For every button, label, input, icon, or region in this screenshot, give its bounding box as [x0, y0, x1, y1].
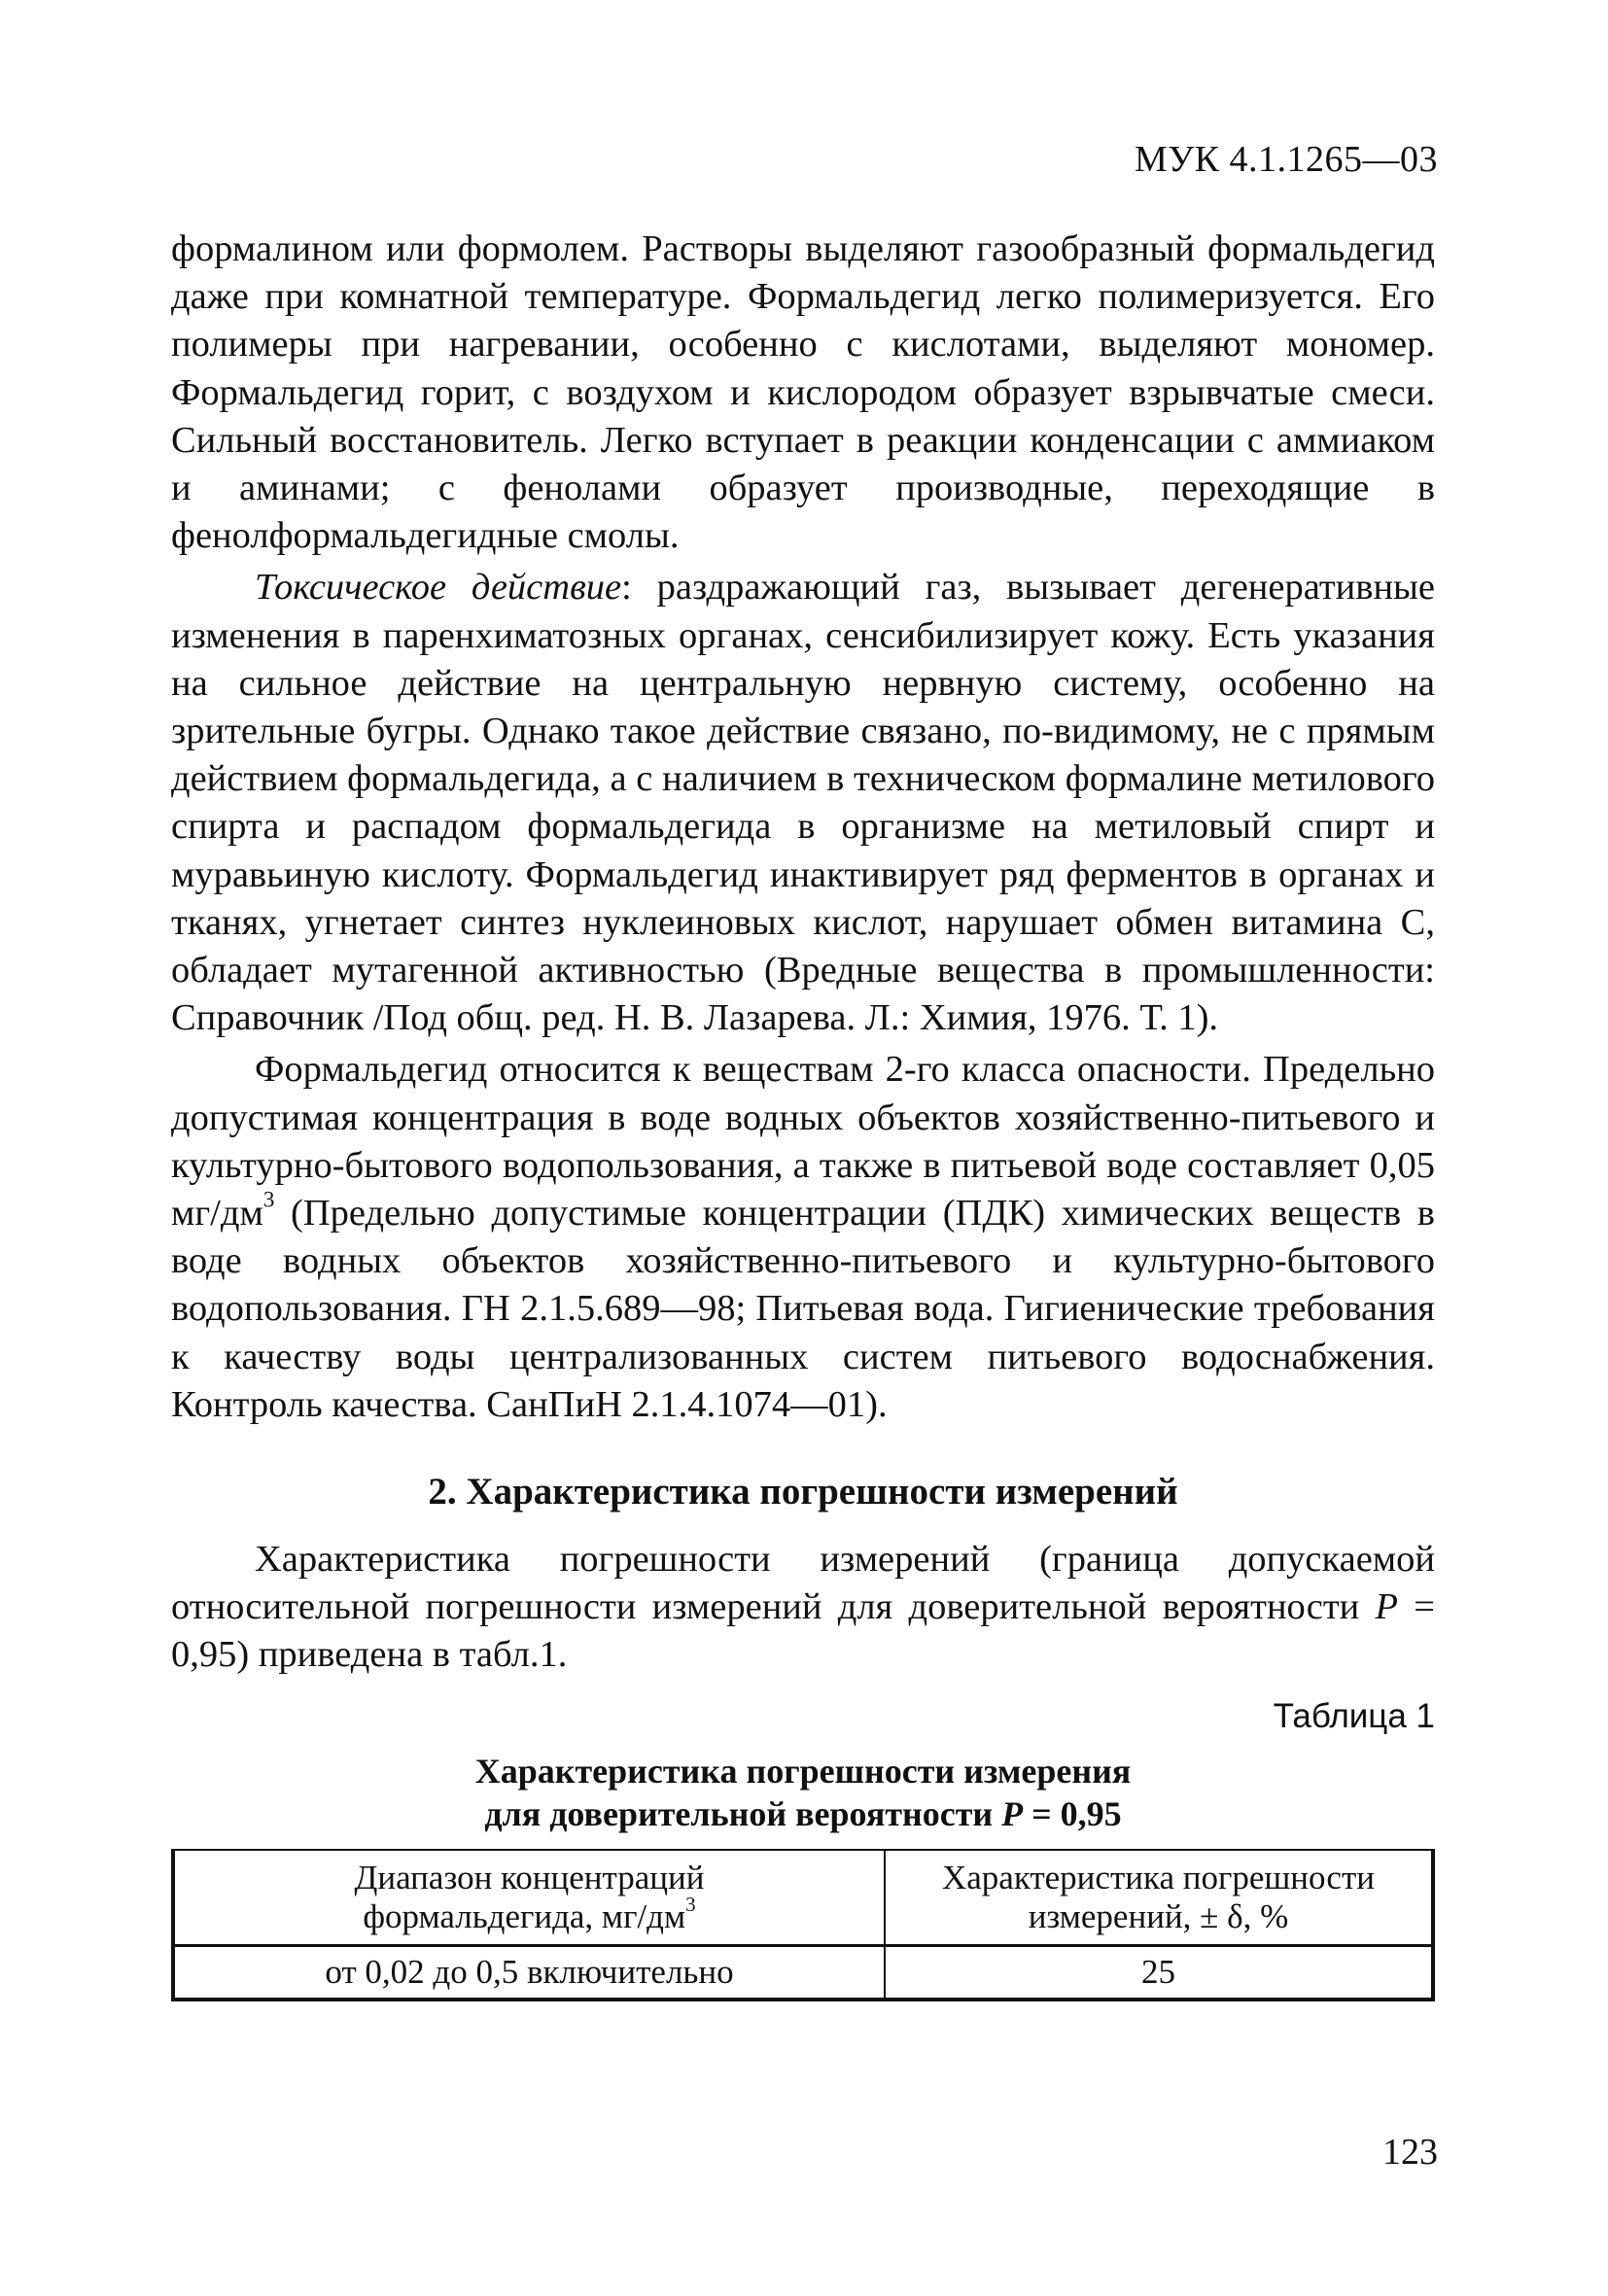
- table-header-concentration-range: [175, 1851, 885, 1946]
- document-code: МУК 4.1.1265—03: [1134, 139, 1438, 180]
- paragraph-hazard-class: [171, 1046, 1435, 1429]
- header-concentration-unit: формальдегида, мг/дм: [363, 1896, 686, 1935]
- error-characteristic-text-a: Характеристика погрешности измерений (граница допускаемой относительной погрешности измерений для доверительной вероятности: [171, 1539, 1435, 1628]
- table-row: [175, 1945, 1431, 1998]
- hazard-class-text-b: (Предельно допустимые концентрации (ПДК) химических веществ в воде водных объектов хозяйственно-питьевого и культурно-бытового водопользования. ГН 2.1.5.689—98; Питьевая вода. Гигиенические требования к качеству воды централизованных систем питьевого водоснабжения. Контроль качества. СанПиН 2.1.4.1074—01).: [171, 1193, 1435, 1425]
- paragraph-toxic-effect: [171, 564, 1435, 1042]
- hazard-class-unit-superscript: 3: [262, 1186, 275, 1212]
- header-error-line2: измерений, ± δ, %: [1028, 1896, 1289, 1935]
- table-header-error-characteristic: [885, 1851, 1431, 1946]
- table-label: Таблица 1: [1273, 1696, 1435, 1735]
- table-cell-range: от 0,02 до 0,5 включительно: [175, 1945, 885, 1998]
- paragraph-formaldehyde-properties: формалином или формолем. Растворы выделяют газообразный формальдегид даже при комнатной температуре. Формальдегид легко полимеризуется. Его полимеры при нагревании, особенно с кислотами, выделяют мономер. Формальдегид горит, с воздухом и кислородом образует взрывчатые смеси. Сильный восстановитель. Легко вступает в реакции конденсации с аммиаком и аминами; с фенолами образует производные, переходящие в фенолформальдегидные смолы.: [171, 228, 1435, 557]
- table-title-variable: P: [1001, 1793, 1024, 1833]
- probability-variable: P: [1375, 1586, 1399, 1628]
- header-unit-superscript: 3: [685, 1892, 696, 1916]
- table-title-line2: [171, 1792, 1435, 1835]
- header-concentration-line2: [185, 1892, 874, 1936]
- page-number: 123: [1382, 2132, 1438, 2173]
- header-concentration-line1: Диапазон концентраций: [354, 1858, 705, 1896]
- error-characteristic-text-b: = 0,95) приведена в табл.1.: [171, 1586, 1435, 1676]
- section-heading: 2. Характеристика погрешности измерений: [428, 1471, 1178, 1513]
- body-text: [171, 226, 1435, 2001]
- table-title-line1: Характеристика погрешности измерения: [474, 1751, 1132, 1791]
- toxic-effect-text: : раздражающий газ, вызывает дегенеративные изменения в паренхиматозных органах, сенсибилизирует кожу. Есть указания на сильное действие на центральную нервную систему, особенно на зрительные бугры. Однако такое действие связано, по-видимому, не с прямым действием формальдегида, а с наличием в техническом формалине метилового спирта и распадом формальдегида в организме на метиловый спирт и муравьиную кислоту. Формальдегид инактивирует ряд ферментов в органах и тканях, угнетает синтез нуклеиновых кислот, нарушает обмен витамина С, обладает мутагенной активностью (Вредные вещества в промышленности: Справочник /Под общ. ред. Н. В. Лазарева. Л.: Химия, 1976. Т. 1).: [171, 567, 1436, 1039]
- hazard-class-text-a: Формальдегид относится к веществам 2-го класса опасности. Предельно допустимая концентрация в воде водных объектов хозяйственно-питьевого и культурно-бытового водопользования, а также в питьевой воде составляет 0,05 мг/дм: [171, 1049, 1435, 1235]
- header-error-line1: Характеристика погрешности: [941, 1858, 1375, 1896]
- table-header-row: [175, 1851, 1431, 1946]
- table-title-line2-value: = 0,95: [1023, 1793, 1122, 1833]
- paragraph-error-characteristic: [171, 1536, 1435, 1680]
- table-title-line2-text: для доверительной вероятности: [484, 1793, 1002, 1833]
- table-cell-value: 25: [885, 1945, 1431, 1998]
- toxic-effect-label: Токсическое действие: [255, 567, 622, 609]
- error-table: [175, 1851, 1431, 1998]
- table-title: [171, 1750, 1435, 1835]
- table-frame: [171, 1849, 1435, 2001]
